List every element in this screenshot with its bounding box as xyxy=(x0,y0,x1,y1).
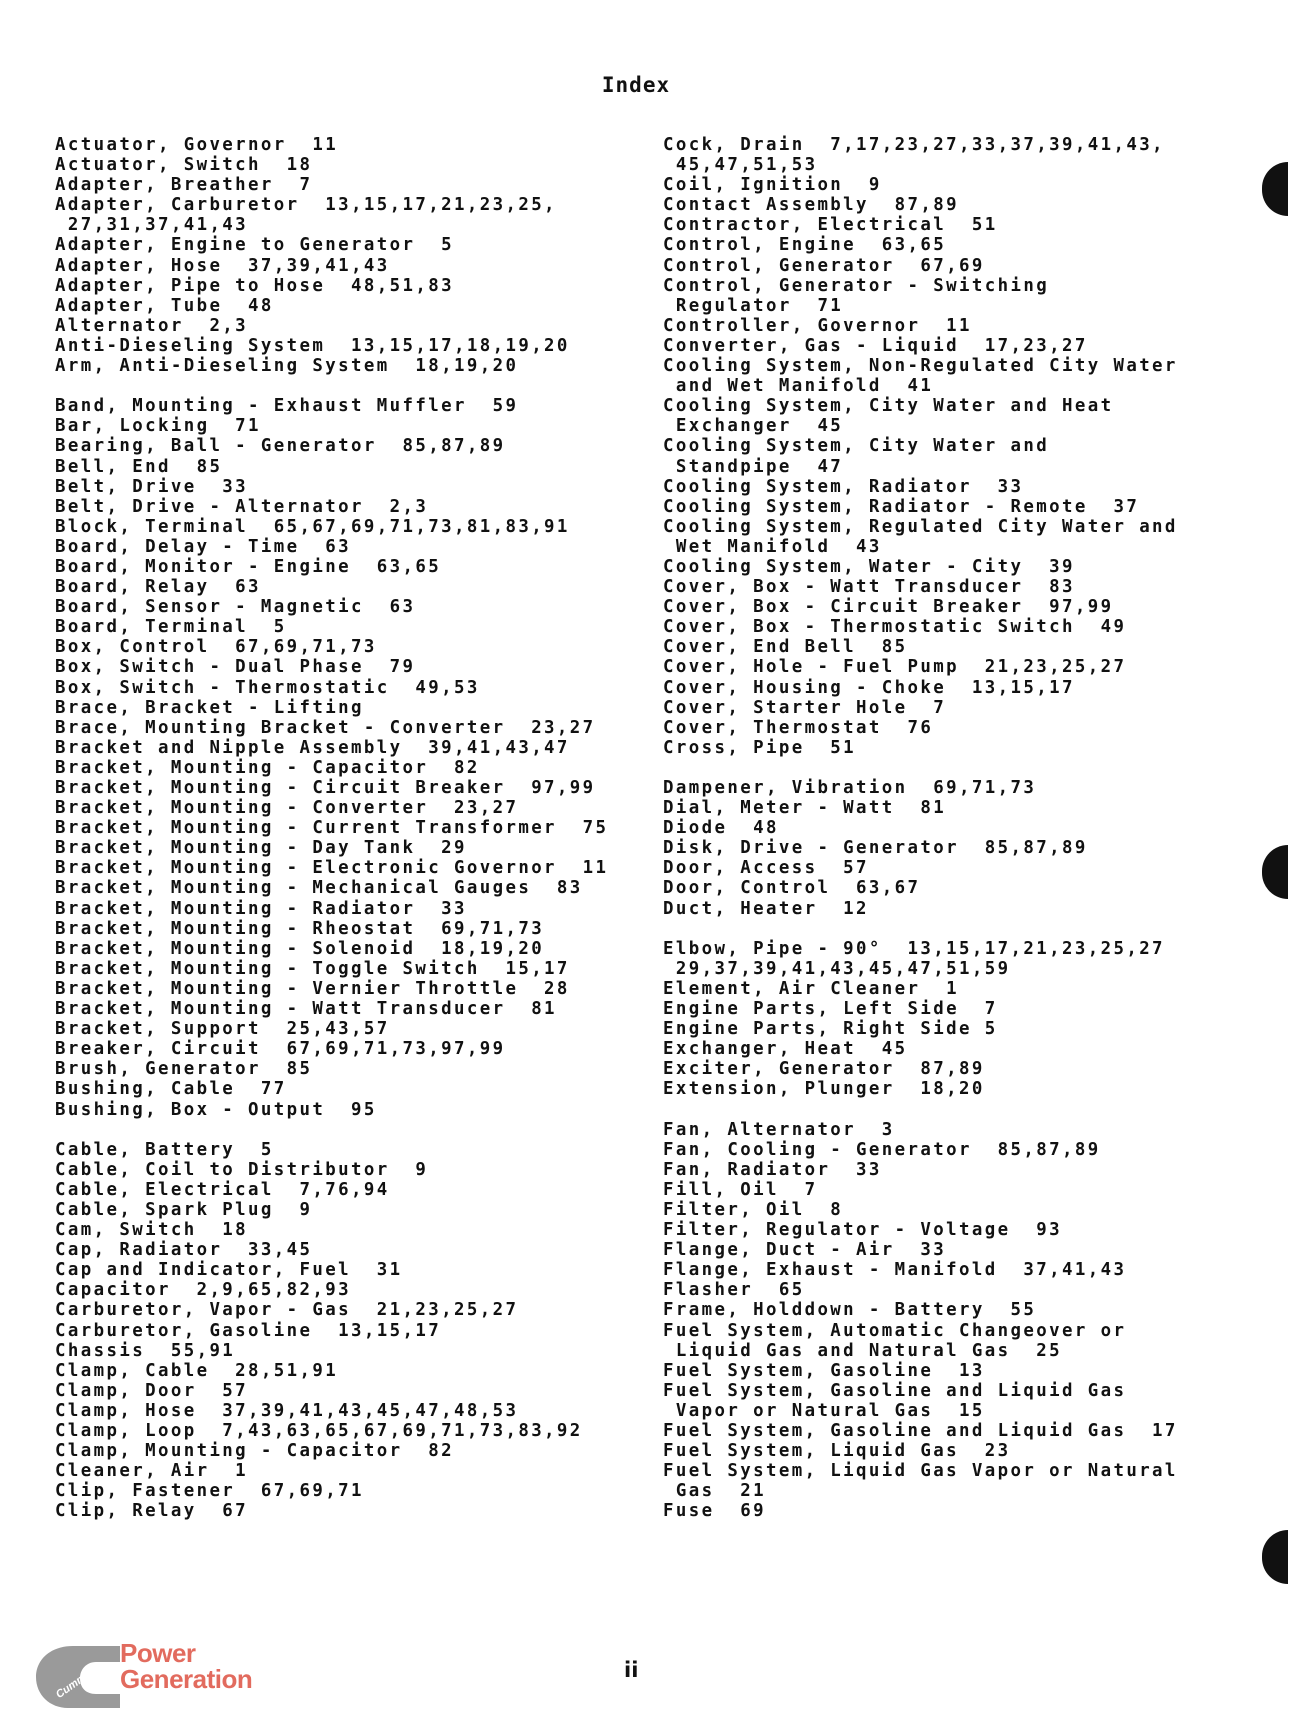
page-title: Index xyxy=(601,73,671,97)
index-entry: Dampener, Vibration 69,71,73 xyxy=(663,778,1037,798)
brand-line-power: Power xyxy=(120,1638,196,1668)
index-entry: Bracket, Mounting - Toggle Switch 15,17 xyxy=(55,958,570,979)
index-entry: Contact Assembly 87,89 xyxy=(663,195,960,216)
index-entry: Filter, Regulator - Voltage 93 xyxy=(663,1220,1062,1241)
index-entry: Adapter, Breather 7 xyxy=(55,175,313,196)
index-entry: Breaker, Circuit 67,69,71,73,97,99 xyxy=(55,1039,506,1060)
index-entry: Adapter, Pipe to Hose 48,51,83 xyxy=(55,275,454,296)
index-entry: Dial, Meter - Watt 81 xyxy=(663,798,947,819)
index-entry: Extension, Plunger 18,20 xyxy=(663,1079,985,1100)
index-entry: Cooling System, Water - City 39 xyxy=(663,556,1075,577)
index-entry: Engine Parts, Left Side 7 xyxy=(663,999,998,1020)
index-entry: Cross, Pipe 51 xyxy=(663,737,857,758)
index-entry: Cooling System, City Water and xyxy=(663,436,1050,457)
index-entry: Fill, Oil 7 xyxy=(663,1179,818,1200)
index-entry: Regulator 71 xyxy=(663,295,844,316)
index-entry: Carburetor, Gasoline 13,15,17 xyxy=(55,1320,442,1341)
index-entry: Bracket, Mounting - Current Transformer 75 xyxy=(55,818,609,839)
logo-wordmark: Cummins xyxy=(53,1662,102,1701)
index-entry: Adapter, Engine to Generator 5 xyxy=(55,235,454,256)
index-entry: Fuel System, Liquid Gas 23 xyxy=(663,1441,1011,1462)
index-entry: Board, Sensor - Magnetic 63 xyxy=(55,597,416,618)
index-entry: Fuel System, Gasoline 13 xyxy=(663,1360,985,1381)
index-entry: Cover, End Bell 85 xyxy=(663,637,908,658)
index-entry: Alternator 2,3 xyxy=(55,315,249,336)
section-spacer xyxy=(55,376,655,396)
brand-name xyxy=(120,1640,252,1692)
index-entry: Duct, Heater 12 xyxy=(663,898,869,919)
index-entry: Fuse 69 xyxy=(663,1501,766,1522)
index-entry: Board, Relay 63 xyxy=(55,577,261,598)
index-entry: Bracket, Mounting - Circuit Breaker 97,99 xyxy=(55,778,596,798)
index-entry: Clamp, Hose 37,39,41,43,45,47,48,53 xyxy=(55,1400,519,1421)
index-entry: Band, Mounting - Exhaust Muffler 59 xyxy=(55,396,519,417)
index-entry: Vapor or Natural Gas 15 xyxy=(663,1400,985,1421)
binding-mark-icon xyxy=(1262,1530,1288,1584)
index-entry: Liquid Gas and Natural Gas 25 xyxy=(663,1340,1062,1361)
index-entry: Capacitor 2,9,65,82,93 xyxy=(55,1280,352,1301)
index-entry: Brace, Bracket - Lifting xyxy=(55,697,364,718)
index-entry: Clip, Fastener 67,69,71 xyxy=(55,1481,364,1502)
index-entry: Fan, Radiator 33 xyxy=(663,1159,882,1180)
index-entry: Cover, Box - Thermostatic Switch 49 xyxy=(663,617,1127,638)
index-entry: Carburetor, Vapor - Gas 21,23,25,27 xyxy=(55,1300,519,1321)
index-entry: and Wet Manifold 41 xyxy=(663,376,934,397)
section-spacer xyxy=(663,919,1283,939)
index-entry: Bushing, Cable 77 xyxy=(55,1079,287,1100)
index-entry: Fuel System, Liquid Gas Vapor or Natural xyxy=(663,1461,1178,1482)
index-entry: Bracket, Support 25,43,57 xyxy=(55,1019,390,1040)
index-entry: Box, Switch - Dual Phase 79 xyxy=(55,657,416,678)
index-entry: Fan, Alternator 3 xyxy=(663,1119,895,1140)
index-entry: Controller, Governor 11 xyxy=(663,315,972,336)
index-entry: Bushing, Box - Output 95 xyxy=(55,1099,377,1120)
index-entry: Actuator, Governor 11 xyxy=(55,135,339,155)
index-entry: Bracket, Mounting - Electronic Governor 11 xyxy=(55,858,609,879)
index-entry: Bearing, Ball - Generator 85,87,89 xyxy=(55,436,506,457)
index-entry: Bracket and Nipple Assembly 39,41,43,47 xyxy=(55,737,570,758)
index-entry: Exchanger, Heat 45 xyxy=(663,1039,908,1060)
index-entry: Control, Engine 63,65 xyxy=(663,235,947,256)
index-entry: Bracket, Mounting - Mechanical Gauges 83 xyxy=(55,878,583,899)
index-entry: Flasher 65 xyxy=(663,1280,805,1301)
index-entry: Chassis 55,91 xyxy=(55,1340,236,1361)
index-entry: Bell, End 85 xyxy=(55,456,223,477)
index-entry: Fuel System, Automatic Changeover or xyxy=(663,1320,1127,1341)
index-entry: Wet Manifold 43 xyxy=(663,536,882,557)
index-entry: Clamp, Door 57 xyxy=(55,1380,249,1401)
index-entry: Bracket, Mounting - Capacitor 82 xyxy=(55,757,480,778)
index-entry: 29,37,39,41,43,45,47,51,59 xyxy=(663,958,1011,979)
index-entry: Bracket, Mounting - Converter 23,27 xyxy=(55,798,519,819)
index-entry: Cover, Hole - Fuel Pump 21,23,25,27 xyxy=(663,657,1127,678)
index-entry: Fuel System, Gasoline and Liquid Gas xyxy=(663,1380,1127,1401)
index-entry: Diode 48 xyxy=(663,818,779,839)
index-entry: Cover, Box - Circuit Breaker 97,99 xyxy=(663,597,1114,618)
index-entry: Flange, Duct - Air 33 xyxy=(663,1240,947,1261)
index-entry: Bracket, Mounting - Solenoid 18,19,20 xyxy=(55,938,545,959)
index-entry: Cooling System, Regulated City Water and xyxy=(663,516,1178,537)
index-entry: Cable, Coil to Distributor 9 xyxy=(55,1159,429,1180)
index-entry: Actuator, Switch 18 xyxy=(55,155,313,176)
index-entry: Adapter, Hose 37,39,41,43 xyxy=(55,255,390,276)
index-entry: Door, Access 57 xyxy=(663,858,869,879)
index-entry: Control, Generator - Switching xyxy=(663,275,1050,296)
section-spacer xyxy=(663,1100,1283,1120)
index-entry: Bar, Locking 71 xyxy=(55,416,261,437)
index-entry: Board, Terminal 5 xyxy=(55,617,287,638)
brand-line-generation: Generation xyxy=(120,1664,253,1694)
index-entry: Fuel System, Gasoline and Liquid Gas 17 xyxy=(663,1421,1178,1441)
index-entry: Exchanger 45 xyxy=(663,416,844,437)
index-entry: Bracket, Mounting - Vernier Throttle 28 xyxy=(55,978,570,999)
index-entry: Disk, Drive - Generator 85,87,89 xyxy=(663,838,1088,859)
index-entry: Elbow, Pipe - 90° 13,15,17,21,23,25,27 xyxy=(663,938,1165,959)
index-entry: Cam, Switch 18 xyxy=(55,1220,249,1241)
index-entry: Frame, Holddown - Battery 55 xyxy=(663,1300,1037,1321)
index-entry: Fan, Cooling - Generator 85,87,89 xyxy=(663,1139,1101,1160)
index-entry: Cooling System, Radiator - Remote 37 xyxy=(663,496,1140,517)
index-entry: Cap, Radiator 33,45 xyxy=(55,1240,313,1261)
section-spacer xyxy=(663,758,1283,778)
index-entry: Cap and Indicator, Fuel 31 xyxy=(55,1260,403,1281)
index-entry: Control, Generator 67,69 xyxy=(663,255,985,276)
index-entry: Clamp, Mounting - Capacitor 82 xyxy=(55,1441,454,1462)
index-entry: Cover, Housing - Choke 13,15,17 xyxy=(663,677,1075,698)
index-entry: Exciter, Generator 87,89 xyxy=(663,1059,985,1080)
index-entry: Cooling System, Radiator 33 xyxy=(663,476,1024,497)
index-entry: Cooling System, City Water and Heat xyxy=(663,396,1114,417)
index-entry: Adapter, Tube 48 xyxy=(55,295,274,316)
index-entry: 27,31,37,41,43 xyxy=(55,215,249,236)
index-entry: Box, Switch - Thermostatic 49,53 xyxy=(55,677,480,698)
index-entry: Cable, Spark Plug 9 xyxy=(55,1199,313,1220)
index-entry: Belt, Drive 33 xyxy=(55,476,249,497)
page-number: ii xyxy=(624,1658,639,1682)
index-entry: 45,47,51,53 xyxy=(663,155,818,176)
index-entry: Gas 21 xyxy=(663,1481,766,1502)
index-entry: Block, Terminal 65,67,69,71,73,81,83,91 xyxy=(55,516,570,537)
index-entry: Cable, Battery 5 xyxy=(55,1139,274,1160)
index-entry: Brace, Mounting Bracket - Converter 23,27 xyxy=(55,717,596,738)
index-entry: Clamp, Cable 28,51,91 xyxy=(55,1360,339,1381)
index-entry: Bracket, Mounting - Rheostat 69,71,73 xyxy=(55,918,545,939)
index-entry: Door, Control 63,67 xyxy=(663,878,921,899)
index-entry: Bracket, Mounting - Watt Transducer 81 xyxy=(55,999,557,1020)
index-entry: Anti-Dieseling System 13,15,17,18,19,20 xyxy=(55,335,570,356)
index-entry: Converter, Gas - Liquid 17,23,27 xyxy=(663,335,1088,356)
index-entry: Flange, Exhaust - Manifold 37,41,43 xyxy=(663,1260,1127,1281)
index-entry: Brush, Generator 85 xyxy=(55,1059,313,1080)
index-entry: Cable, Electrical 7,76,94 xyxy=(55,1179,390,1200)
index-entry: Cover, Starter Hole 7 xyxy=(663,697,947,718)
index-entry: Filter, Oil 8 xyxy=(663,1199,844,1220)
index-entry: Cock, Drain 7,17,23,27,33,37,39,41,43, xyxy=(663,135,1165,155)
index-entry: Engine Parts, Right Side 5 xyxy=(663,1019,998,1040)
index-entry: Cleaner, Air 1 xyxy=(55,1461,249,1482)
index-entry: Arm, Anti-Dieseling System 18,19,20 xyxy=(55,356,519,377)
index-entry: Belt, Drive - Alternator 2,3 xyxy=(55,496,429,517)
index-entry: Bracket, Mounting - Day Tank 29 xyxy=(55,838,467,859)
index-entry: Clamp, Loop 7,43,63,65,67,69,71,73,83,92 xyxy=(55,1421,583,1441)
index-entry: Cooling System, Non-Regulated City Water xyxy=(663,356,1178,377)
index-entry: Box, Control 67,69,71,73 xyxy=(55,637,377,658)
index-entry: Cover, Box - Watt Transducer 83 xyxy=(663,577,1075,598)
index-entry: Adapter, Carburetor 13,15,17,21,23,25, xyxy=(55,195,557,216)
index-entry: Coil, Ignition 9 xyxy=(663,175,882,196)
index-entry: Board, Delay - Time 63 xyxy=(55,536,352,557)
index-entry: Clip, Relay 67 xyxy=(55,1501,249,1522)
index-entry: Contractor, Electrical 51 xyxy=(663,215,998,236)
index-entry: Bracket, Mounting - Radiator 33 xyxy=(55,898,467,919)
index-entry: Element, Air Cleaner 1 xyxy=(663,978,960,999)
index-entry: Standpipe 47 xyxy=(663,456,844,477)
index-left-column xyxy=(55,135,655,1521)
index-entry: Cover, Thermostat 76 xyxy=(663,717,934,738)
index-right-column xyxy=(663,135,1283,1521)
index-entry: Board, Monitor - Engine 63,65 xyxy=(55,556,442,577)
section-spacer xyxy=(55,1120,655,1140)
